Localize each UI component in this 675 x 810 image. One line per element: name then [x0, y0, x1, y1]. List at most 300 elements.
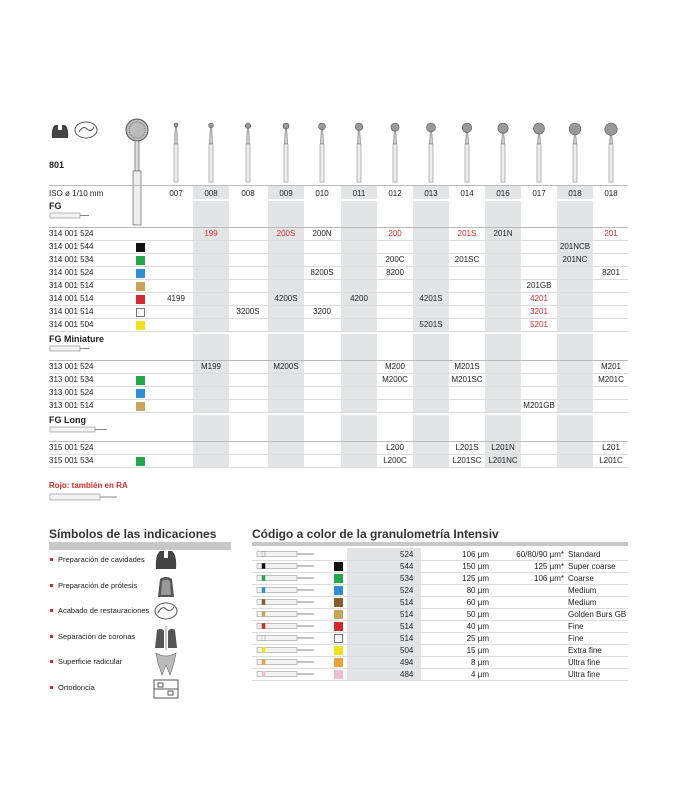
col-shade	[341, 442, 377, 454]
col-shade	[341, 201, 377, 227]
col-shade	[557, 415, 593, 441]
grit-code: 494	[400, 658, 414, 667]
grit-swatch	[136, 256, 145, 265]
row-divider	[49, 240, 628, 241]
grit-bur-icon	[256, 562, 316, 570]
grit-swatch	[136, 457, 145, 466]
bur-size-icon	[604, 118, 618, 183]
bur-size-icon	[204, 118, 218, 183]
col-shade	[413, 201, 449, 227]
bur-size-icon	[169, 118, 183, 183]
col-shade	[557, 306, 593, 318]
shank-icon	[49, 426, 109, 434]
size-label: 012	[388, 189, 402, 198]
bur-reference: 8200	[386, 268, 404, 277]
bur-reference: 201NCB	[559, 242, 591, 251]
grit-size: 80 µm	[466, 586, 489, 595]
bur-size-icon	[315, 118, 329, 183]
col-shade	[193, 387, 229, 399]
grit-swatch	[334, 646, 343, 655]
col-shade	[557, 201, 593, 227]
bur-reference: 8201	[602, 268, 620, 277]
grit-title: Código a color de la granulometría Intensiv	[252, 527, 499, 541]
grit-size: 8 µm	[471, 658, 489, 667]
col-shade	[268, 400, 304, 412]
grit-code: 534	[400, 574, 414, 583]
article-code: 313 001 534	[49, 375, 94, 384]
prosthesis-prep-icon	[152, 573, 180, 601]
col-shade	[193, 241, 229, 253]
grit-divider	[252, 644, 628, 645]
bur-reference: 4200	[350, 294, 368, 303]
grit-size: 15 µm	[466, 646, 489, 655]
grit-name: Medium	[568, 598, 597, 607]
size-label: 009	[279, 189, 293, 198]
bur-reference: 4200S	[274, 294, 298, 303]
col-shade	[268, 442, 304, 454]
article-code: 314 001 504	[49, 320, 94, 329]
col-shade	[413, 400, 449, 412]
article-code: 313 001 524	[49, 362, 94, 371]
col-shade	[341, 400, 377, 412]
col-shade	[485, 201, 521, 227]
article-code: 314 001 514	[49, 307, 94, 316]
cavity-prep-icon	[152, 547, 180, 575]
size-label: 010	[315, 189, 329, 198]
col-shade	[193, 280, 229, 292]
bullet	[50, 686, 53, 689]
group-title: FG Miniature	[49, 334, 105, 344]
grit-swatch	[136, 321, 145, 330]
grit-code: 514	[400, 598, 414, 607]
grit-bur-icon	[256, 634, 316, 642]
grit-size: 50 µm	[466, 610, 489, 619]
bur-reference: L201SC	[452, 456, 482, 465]
bur-reference: M201C	[598, 375, 624, 384]
bur-reference: 201S	[457, 229, 477, 238]
bur-reference: 5201S	[419, 320, 443, 329]
bur-size-icon	[460, 118, 474, 183]
col-shade	[268, 334, 304, 360]
grit-size: 125 µm	[462, 574, 489, 583]
grit-name: Extra fine	[568, 646, 602, 655]
col-shade	[341, 415, 377, 441]
bur-reference: 3201	[530, 307, 548, 316]
row-divider	[49, 266, 628, 267]
size-label: 018	[568, 189, 582, 198]
grit-divider	[252, 608, 628, 609]
group-title: FG	[49, 201, 62, 211]
col-shade	[413, 241, 449, 253]
grit-name: Super coarse	[568, 562, 616, 571]
grit-divider	[252, 572, 628, 573]
col-shade	[485, 387, 521, 399]
col-shade	[557, 400, 593, 412]
col-shade	[485, 415, 521, 441]
col-shade	[268, 267, 304, 279]
col-shade	[413, 455, 449, 467]
grit-bur-icon	[256, 598, 316, 606]
grit-bur-icon	[256, 658, 316, 666]
col-shade	[557, 361, 593, 373]
article-code: 314 001 544	[49, 242, 94, 251]
bur-size-icon	[241, 118, 255, 183]
grit-name: Fine	[568, 634, 584, 643]
bur-reference: 4201S	[419, 294, 443, 303]
row-divider	[49, 386, 628, 387]
col-shade	[268, 387, 304, 399]
bur-reference: 4199	[167, 294, 185, 303]
bullet	[50, 635, 53, 638]
grit-extra: 60/80/90 µm*	[516, 550, 564, 559]
row-divider	[49, 412, 628, 413]
col-shade	[268, 415, 304, 441]
row-divider	[49, 373, 628, 374]
article-code: 314 001 514	[49, 294, 94, 303]
row-divider	[49, 318, 628, 319]
restoration-finish-icon	[152, 598, 180, 626]
bur-reference: M200	[384, 362, 405, 371]
size-label: 013	[424, 189, 438, 198]
col-shade	[341, 241, 377, 253]
model-number: 801	[49, 160, 65, 170]
article-code: 314 001 514	[49, 281, 94, 290]
grit-swatch	[334, 574, 343, 583]
grit-swatch	[136, 402, 145, 411]
col-shade	[413, 280, 449, 292]
col-shade	[341, 306, 377, 318]
grit-name: Coarse	[568, 574, 594, 583]
grit-bur-icon	[256, 646, 316, 654]
red-note: Rojo: también en RA	[49, 481, 128, 490]
bur-size-icon	[352, 118, 366, 183]
col-shade	[268, 455, 304, 467]
grit-swatch	[334, 610, 343, 619]
col-shade	[193, 306, 229, 318]
col-shade	[193, 442, 229, 454]
row-divider	[49, 253, 628, 254]
group-divider	[49, 441, 628, 442]
bur-size-icon	[388, 118, 402, 183]
col-shade	[485, 400, 521, 412]
col-shade	[413, 442, 449, 454]
grit-swatch	[334, 598, 343, 607]
col-shade	[413, 254, 449, 266]
col-shade	[485, 267, 521, 279]
size-label: 014	[460, 189, 474, 198]
col-shade	[193, 334, 229, 360]
col-shade	[193, 201, 229, 227]
col-shade	[557, 442, 593, 454]
symbols-title: Símbolos de las indicaciones	[49, 527, 217, 541]
grit-swatch	[136, 308, 145, 317]
grit-swatch	[334, 586, 343, 595]
grit-swatch	[334, 562, 343, 571]
grit-divider	[252, 596, 628, 597]
grit-swatch	[136, 243, 145, 252]
col-shade	[485, 280, 521, 292]
grit-size: 40 µm	[466, 622, 489, 631]
bullet	[50, 609, 53, 612]
col-shade	[341, 387, 377, 399]
col-shade	[341, 455, 377, 467]
row-divider	[49, 467, 628, 468]
grit-code: 544	[400, 562, 414, 571]
grit-divider	[252, 680, 628, 681]
col-shade	[485, 241, 521, 253]
col-shade	[485, 293, 521, 305]
grit-bur-icon	[256, 586, 316, 594]
col-shade	[557, 228, 593, 240]
col-shade	[413, 361, 449, 373]
grit-size: 150 µm	[462, 562, 489, 571]
col-shade	[557, 280, 593, 292]
grit-bur-icon	[256, 622, 316, 630]
article-code: 314 001 524	[49, 268, 94, 277]
bur-reference: 4201	[530, 294, 548, 303]
bur-large-icon	[122, 117, 152, 227]
bur-reference: L200C	[383, 456, 407, 465]
bur-reference: L201	[602, 443, 620, 452]
grit-divider	[252, 560, 628, 561]
grit-divider	[252, 620, 628, 621]
grit-code: 514	[400, 622, 414, 631]
bur-size-icon	[496, 118, 510, 183]
bur-size-icon	[568, 118, 582, 183]
col-shade	[413, 306, 449, 318]
col-shade	[268, 254, 304, 266]
col-shade	[268, 374, 304, 386]
row-divider	[49, 454, 628, 455]
size-label: 018	[604, 189, 618, 198]
col-shade	[341, 228, 377, 240]
symbol-label: Separación de coronas	[58, 631, 136, 641]
grit-swatch	[334, 670, 343, 679]
bur-reference: M201	[600, 362, 621, 371]
article-code: 315 001 524	[49, 443, 94, 452]
col-shade	[268, 319, 304, 331]
grit-name: Ultra fine	[568, 670, 601, 679]
bur-reference: M199	[200, 362, 221, 371]
col-shade	[485, 319, 521, 331]
symbol-label: Preparación de cavidades	[58, 555, 145, 564]
grit-extra: 106 µm*	[534, 574, 564, 583]
col-shade	[193, 293, 229, 305]
size-label: 007	[169, 189, 183, 198]
col-shade	[268, 306, 304, 318]
grit-swatch	[334, 634, 343, 643]
bur-reference: 200S	[276, 229, 296, 238]
symbol-label: Ortodoncia	[58, 682, 95, 692]
col-shade	[485, 361, 521, 373]
col-shade	[193, 400, 229, 412]
bur-reference: M200S	[273, 362, 299, 371]
bur-reference: 5201	[530, 320, 548, 329]
col-shade	[557, 374, 593, 386]
col-shade	[557, 455, 593, 467]
col-shade	[485, 306, 521, 318]
col-shade	[341, 267, 377, 279]
col-shade	[557, 267, 593, 279]
grit-code: 524	[400, 586, 414, 595]
bur-reference: 3200S	[236, 307, 260, 316]
grit-swatch	[136, 376, 145, 385]
grit-swatch	[136, 269, 145, 278]
bur-reference: L200	[386, 443, 404, 452]
bur-size-icon	[279, 118, 293, 183]
grit-extra: 125 µm*	[534, 562, 564, 571]
grit-bur-icon	[256, 670, 316, 678]
bur-reference: M201GB	[523, 401, 555, 410]
grit-size: 106 µm	[462, 550, 489, 559]
col-shade	[557, 334, 593, 360]
group-divider	[49, 360, 628, 361]
grit-bur-icon	[256, 574, 316, 582]
grit-size: 25 µm	[466, 634, 489, 643]
grit-divider	[252, 632, 628, 633]
grit-code: 504	[400, 646, 414, 655]
col-shade	[193, 254, 229, 266]
col-shade	[413, 415, 449, 441]
col-shade	[341, 280, 377, 292]
grit-code: 524	[400, 550, 414, 559]
col-shade	[485, 374, 521, 386]
col-shade	[413, 387, 449, 399]
crown-separation-icon	[152, 624, 180, 652]
grit-size: 60 µm	[466, 598, 489, 607]
grit-swatch	[334, 622, 343, 631]
bur-reference: 200C	[385, 255, 405, 264]
col-shade	[193, 415, 229, 441]
bur-reference: 200N	[312, 229, 332, 238]
bur-reference: L201S	[455, 443, 479, 452]
article-code: 313 001 514	[49, 401, 94, 410]
size-label: 008	[241, 189, 255, 198]
restoration-finish-icon	[73, 120, 99, 140]
bur-size-icon	[532, 118, 546, 183]
col-shade	[341, 374, 377, 386]
grit-size: 4 µm	[471, 670, 489, 679]
symbol-label: Superficie radicular	[58, 657, 123, 666]
grit-divider	[252, 584, 628, 585]
row-divider	[49, 331, 628, 332]
article-code: 313 001 524	[49, 388, 94, 397]
bur-reference: 201NC	[562, 255, 588, 264]
col-shade	[413, 267, 449, 279]
bullet	[50, 558, 53, 561]
bur-reference: 3200	[313, 307, 331, 316]
grit-divider	[252, 668, 628, 669]
size-label: 016	[496, 189, 510, 198]
row-divider	[49, 279, 628, 280]
bur-reference: M201SC	[451, 375, 483, 384]
grit-name: Ultra fine	[568, 658, 601, 667]
row-divider	[49, 292, 628, 293]
bur-reference: M201S	[454, 362, 480, 371]
ra-shank-icon	[49, 492, 119, 502]
shank-icon	[49, 212, 109, 220]
size-label: 011	[352, 189, 366, 198]
col-shade	[193, 319, 229, 331]
col-shade	[557, 293, 593, 305]
grit-swatch	[334, 658, 343, 667]
bur-size-icon	[424, 118, 438, 183]
bur-reference: 8200S	[310, 268, 334, 277]
cavity-prep-icon	[49, 122, 71, 140]
size-label: 008	[204, 189, 218, 198]
col-shade	[193, 455, 229, 467]
col-shade	[413, 374, 449, 386]
grit-name: Golden Burs GB	[568, 610, 627, 619]
col-shade	[557, 387, 593, 399]
col-shade	[341, 334, 377, 360]
grit-code: 484	[400, 670, 414, 679]
col-shade	[557, 319, 593, 331]
symbol-label: Acabado de restauraciones	[58, 606, 150, 615]
bur-reference: 201SC	[454, 255, 480, 264]
col-shade	[485, 334, 521, 360]
col-shade	[268, 280, 304, 292]
group-title: FG Long	[49, 415, 86, 425]
grit-bur-icon	[256, 610, 316, 618]
grit-name: Standard	[568, 550, 601, 559]
grit-swatch	[136, 282, 145, 291]
grit-name: Medium	[568, 586, 597, 595]
grit-divider	[252, 656, 628, 657]
bur-reference: 201GB	[526, 281, 552, 290]
grit-bur-icon	[256, 550, 316, 558]
bur-reference: 200	[388, 229, 402, 238]
article-code: 315 001 534	[49, 456, 94, 465]
orthodontics-icon	[152, 675, 180, 703]
col-shade	[341, 319, 377, 331]
iso-label: ISO ø 1/10 mm	[49, 189, 104, 198]
bur-reference: 199	[204, 229, 218, 238]
bur-reference: 201N	[493, 229, 513, 238]
group-divider	[49, 227, 628, 228]
symbol-label: Preparación de prótesis	[58, 580, 138, 590]
col-shade	[268, 201, 304, 227]
col-shade	[413, 228, 449, 240]
article-code: 314 001 534	[49, 255, 94, 264]
bur-reference: 201	[604, 229, 618, 238]
size-label: 017	[532, 189, 546, 198]
bur-reference: M200C	[382, 375, 408, 384]
col-shade	[268, 241, 304, 253]
bullet	[50, 660, 53, 663]
row-divider	[49, 305, 628, 306]
root-surface-icon	[152, 649, 180, 677]
bur-reference: L201N	[491, 443, 515, 452]
grit-swatch	[136, 295, 145, 304]
grit-code: 514	[400, 610, 414, 619]
row-divider	[49, 399, 628, 400]
col-shade	[485, 254, 521, 266]
col-shade	[193, 374, 229, 386]
col-shade	[341, 361, 377, 373]
bur-reference: L201C	[599, 456, 623, 465]
grit-code: 514	[400, 634, 414, 643]
col-shade	[193, 267, 229, 279]
col-shade	[413, 334, 449, 360]
bullet	[50, 584, 53, 587]
grit-name: Fine	[568, 622, 584, 631]
col-shade	[341, 254, 377, 266]
article-code: 314 001 524	[49, 229, 94, 238]
bur-reference: L201NC	[488, 456, 518, 465]
shank-icon	[49, 345, 109, 353]
grit-swatch	[136, 389, 145, 398]
